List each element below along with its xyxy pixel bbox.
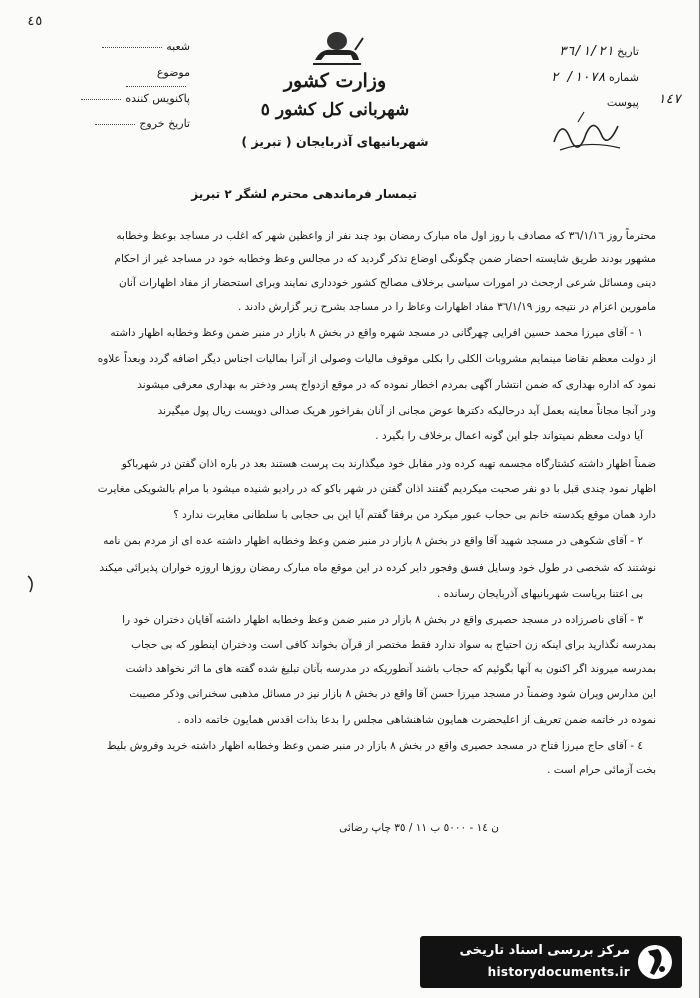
print-code: ن ١٤ - ٥٠٠٠ ب ١١ / ٣٥ چاپ رضائی xyxy=(339,822,499,834)
body-line: بمدرسه نگذارید برای اینکه زن احتیاج به سواد ندارد فقط مختصر از قرآن بخواند کافی است ودختران اینطور که بی حجاب xyxy=(131,639,656,651)
body-line: ١ - آقای میرزا محمد حسین افرایی چهرگانی در مسجد شهره واقع در بخش ٨ بازار در منبر ضمن وعظ وخطابه اظهار داشته xyxy=(110,327,643,339)
body-line: این مدارس ویران شود وضمناً در مسجد میرزا حسن آقا واقع در بخش ٨ بازار نیز در مسائل مذهبی سخنرانی وذکر مصیبت xyxy=(129,688,656,700)
body-line: محترماً روز ٣٦/١/١٦ که مصادف با روز اول ماه مبارک رمضان بود چند نفر از واعظین شهر که اغلب در مساجد بوعظ وخطابه xyxy=(116,230,656,242)
side-number: ١٤٧ xyxy=(657,92,681,107)
number-field xyxy=(551,70,639,85)
body-line: دینی ومسائل شرعی ارجحث در امورات سیاسی برخلاف مصالح کشور خودداری نمایند وبرای استحضار از مفاد اظهارات آنان xyxy=(119,277,656,289)
exit-date-field xyxy=(80,117,190,130)
archive-logo-icon xyxy=(636,943,674,981)
branch-label: شعبه xyxy=(166,40,190,53)
body-line: ٤ - آقای حاج میرزا فتاح در مسجد حصیری واقع در بخش ٨ بازار در منبر ضمن وعظ وخطابه اظهار داشته خرید وفروش بلیط xyxy=(106,740,643,752)
region-title: شهربانیهای آذربایجان ( تبریز ) xyxy=(241,134,429,149)
subject-label: موضوع xyxy=(156,66,190,79)
body-line: نموده در خاتمه ضمن تعریف از اعلیحضرت همایون شاهنشاهی مجلس را بدعا بذات اقدس همایون خاتمه داده . xyxy=(177,714,656,726)
watermark-url: historydocuments.ir xyxy=(487,965,630,979)
body-line: آیا دولت معظم نمیتواند جلو این گونه اعمال برخلاف را بگیرد . xyxy=(375,430,643,442)
margin-mark xyxy=(25,574,39,594)
attachment-label: پیوست xyxy=(606,96,639,109)
body-line: دارد همان موقع یکدسته خانم بی حجاب عبور میکرد من برفقا گفتم آیا این بی حجابی با سلطانی مغایرت ندارد ؟ xyxy=(173,509,656,521)
body-line: ضمناً اظهار داشته کشتارگاه مجسمه تهیه کرده ودر مقابل خود میگذارند بت پرست هستند بعد در باره اذان گفتن در شهرباکو xyxy=(121,458,656,470)
date-field xyxy=(559,44,639,59)
body-line: اظهار نمود چندی قبل با دو نفر صحبت میکردیم گفتند اذان گفتن در شهر باکو که در رادیو شنیده میشود با مرام بالشویکی مغایرت xyxy=(97,483,656,495)
date-value: ۳٦/۱/۲۱ xyxy=(558,44,614,59)
typist-field xyxy=(80,92,190,105)
watermark-title: مرکز بررسی اسناد تاریخی xyxy=(459,943,630,958)
body-line: بی اعتنا بریاست شهربانیهای آذربایجان رسانده . xyxy=(436,588,643,600)
municipality-mark: ٥ xyxy=(260,100,270,120)
number-label: شماره xyxy=(608,71,639,84)
body-line: ودر آنجا مجاناً معاینه بعمل آید درحالیکه دکترها عوض مجانی از آنان بفراخور هریک صدالی دویست ریال پول میگیرند xyxy=(157,405,656,417)
body-line: ٢ - آقای شکوهی در مسجد شهید آقا واقع در بخش ٨ بازار در منبر ضمن وعظ وخطابه اظهار داشته عده ای از مردم بمن نامه xyxy=(103,535,643,547)
body-line: نمود که اداره بهداری که ضمن انتشار آگهی بمردم اخطار نموده که در موقع ازدواج پسر ودختر به بهداری معرفی میشوند xyxy=(137,379,656,391)
municipality-title xyxy=(215,100,455,120)
corner-mark: ٤٥ xyxy=(27,14,43,29)
date-label: تاریخ xyxy=(617,45,639,58)
typist-label: پاکنویس کننده xyxy=(125,92,190,105)
ministry-title: وزارت کشور xyxy=(283,70,387,92)
number-value: ۱۰۷۸/ ٢ xyxy=(550,70,606,85)
exit-date-label: تاریخ خروج xyxy=(139,117,190,130)
body-line: بخت آزمائی حرام است . xyxy=(547,764,656,776)
municipality-name: شهربانی کل کشور xyxy=(275,100,410,120)
lion-and-sun-emblem xyxy=(307,30,367,68)
body-line: از دولت معظم تقاضا مینمایم مشروبات الکلی را بکلی موقوف مالیات وصولی از آنرا بمالیات اجناس دیگر اضافه گردد وبعداً علاوه xyxy=(97,353,656,365)
archive-watermark xyxy=(420,936,682,988)
body-line: ٣ - آقای ناصرزاده در مسجد حصیری واقع در بخش ٨ بازار در منبر ضمن وعظ وخطابه اظهار داشته آقایان دختران خود را xyxy=(122,614,643,626)
body-line: نوشتند که شخصی در طول خود وسایل فسق وفجور دایر کرده در این موقع ماه مبارک رمضان روزها اروزه خواران پذیرائی میکند xyxy=(99,562,656,574)
body-line: بمدرسه میروند اگر اکنون به آنها بگوئیم که حجاب باشند آنطوریکه در مدرسه بآنان تبلیغ شده گفته های ما اثر نخواهد داشت xyxy=(125,663,656,675)
subject-field xyxy=(100,66,190,92)
body-line: مشهور بودند طریق شایسته احضار ضمن چگونگی اوضاع تذکر گردید که در مجالس وعظ وخطابه خود در مساجد غیر از احکام xyxy=(114,253,656,265)
signature-scribble xyxy=(548,108,628,158)
addressee-line: تیمسار فرماندهی محترم لشگر ٢ تبریز xyxy=(191,187,417,201)
body-line: مامورین اعزام در نتیجه روز ٣٦/١/١٩ مفاد اظهارات وعاظ را در مساجد بشرح زیر گزارش دادند . xyxy=(237,301,656,313)
branch-field xyxy=(100,40,190,53)
